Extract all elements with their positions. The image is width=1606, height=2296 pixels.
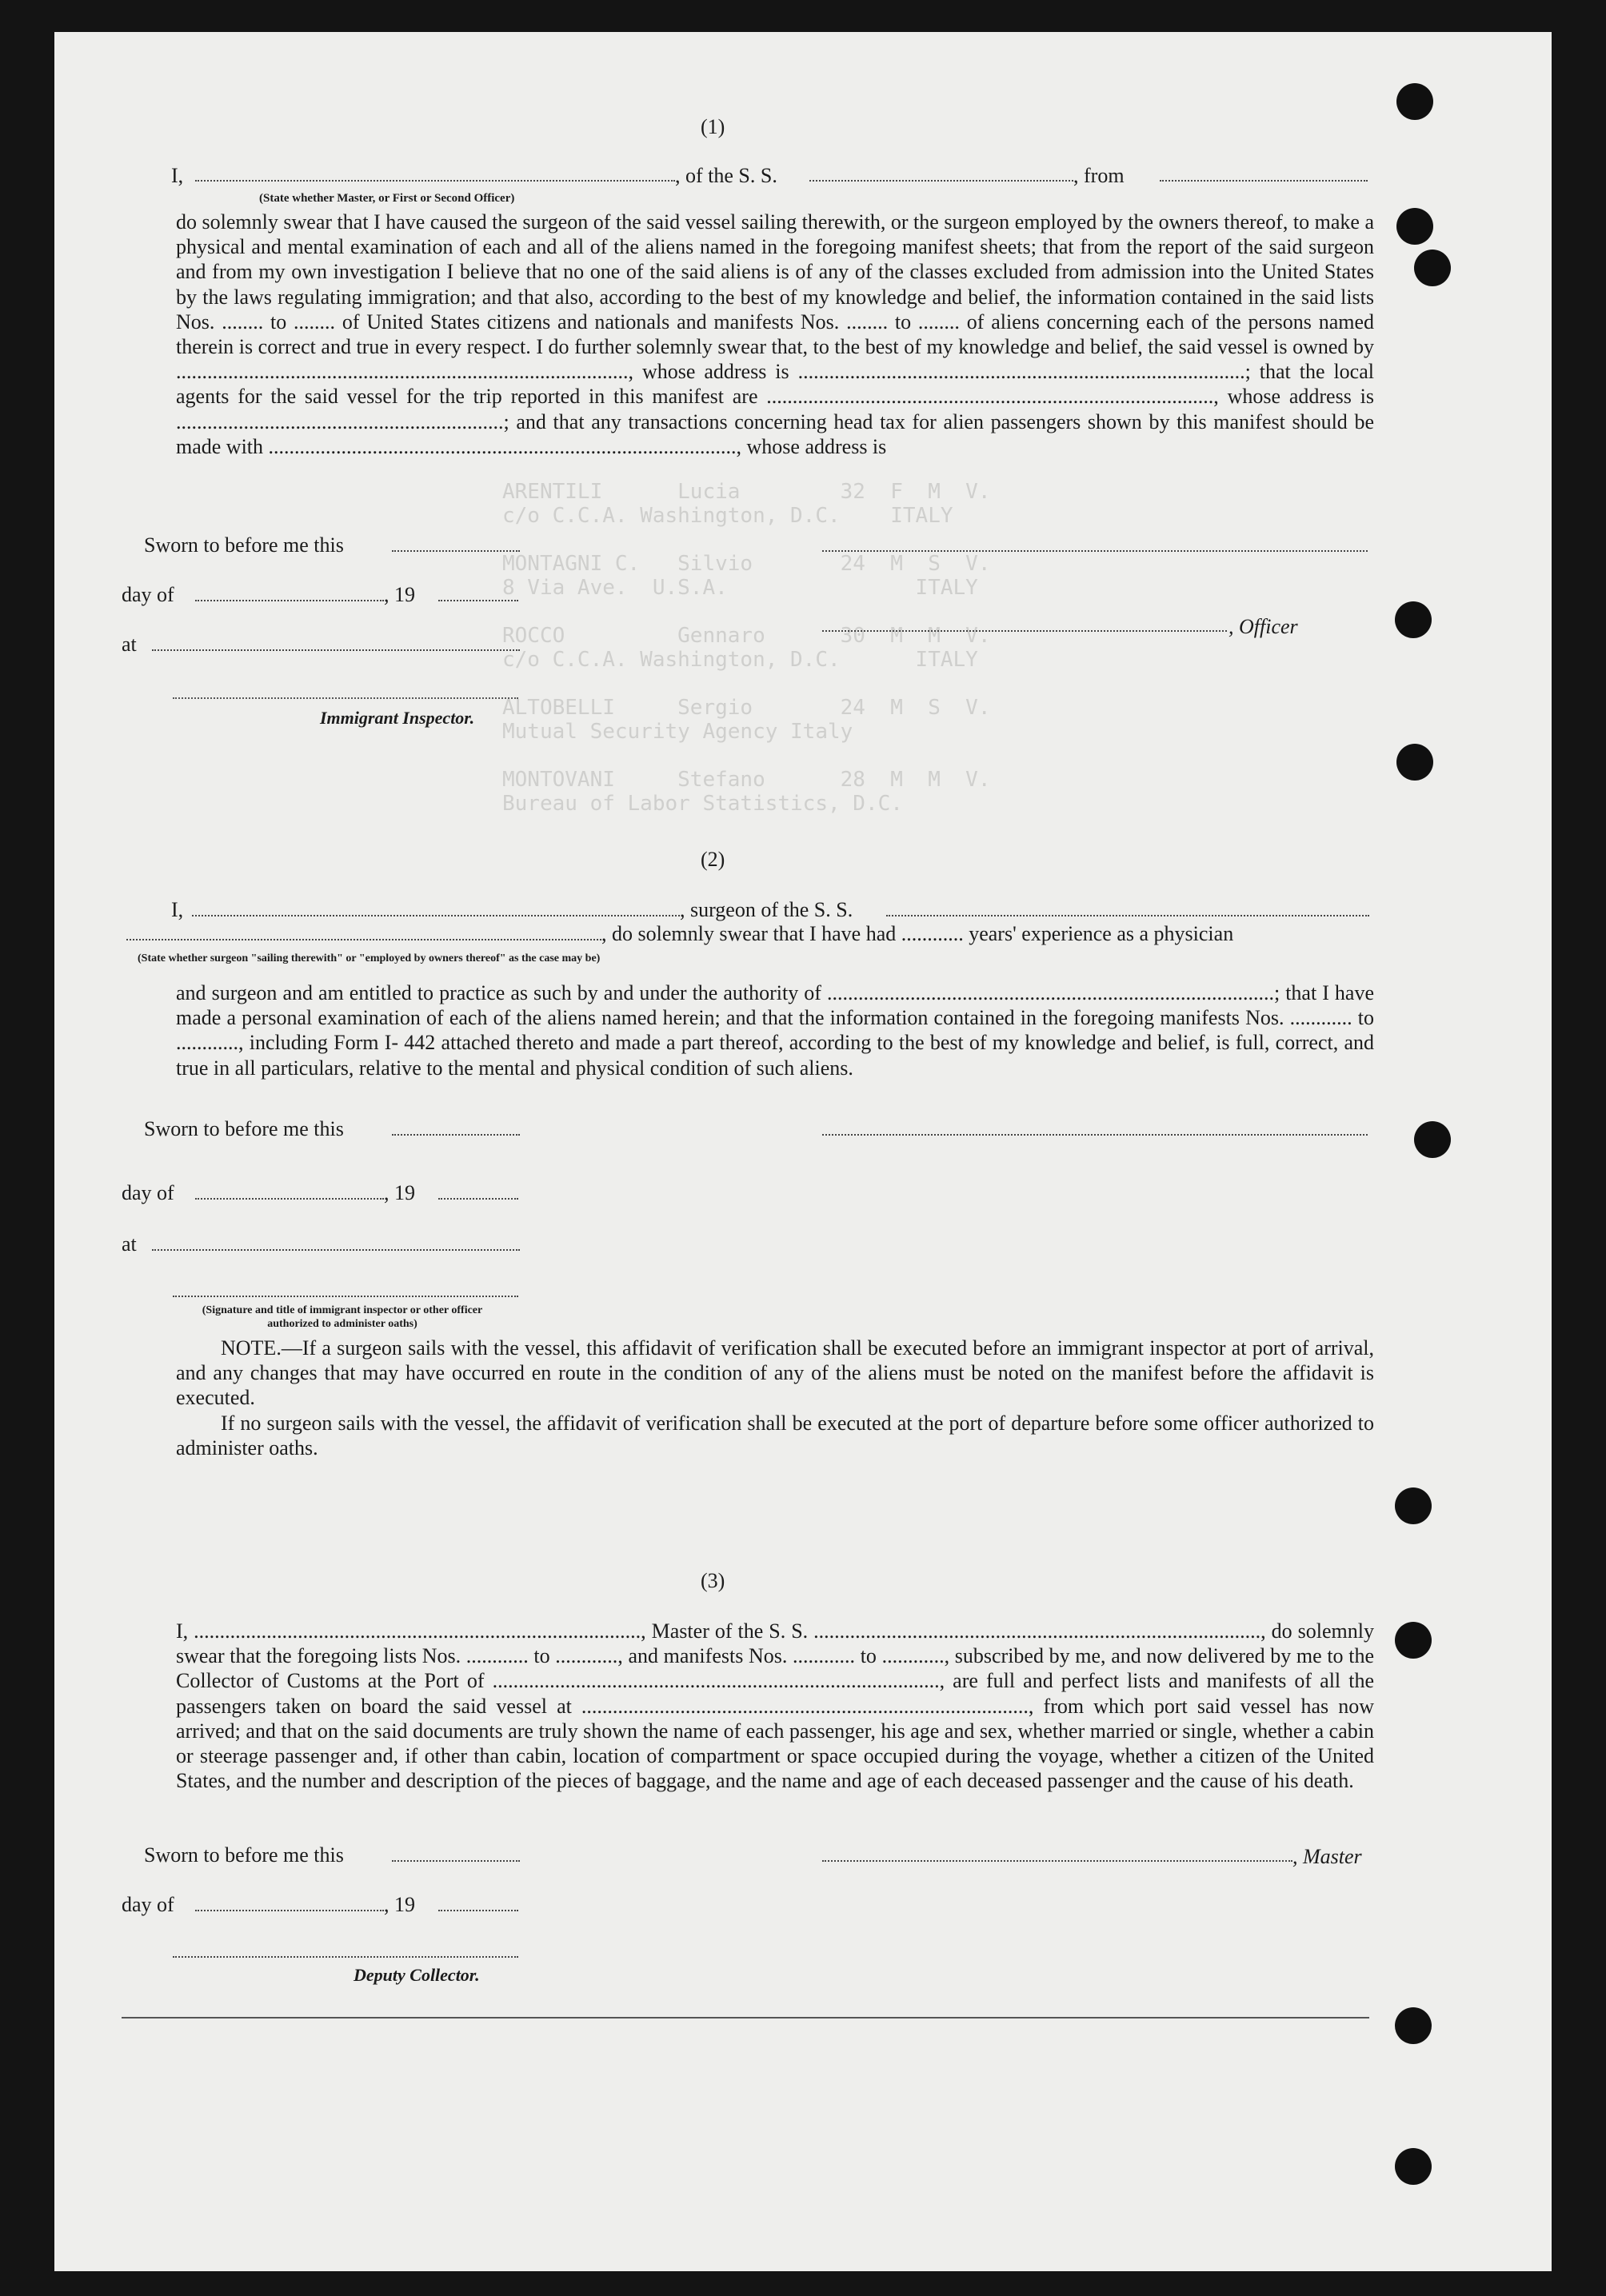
signature-note: (Signature and title of immigrant inspector or other officer authorized to administer oaths) xyxy=(202,1304,483,1330)
year-label-3: , 19 xyxy=(384,1893,415,1916)
section-1-of-ss: , of the S. S. xyxy=(675,164,777,187)
section-2-note: (State whether surgeon "sailing therewith" or "employed by owners thereof" as the case may be) xyxy=(138,952,601,964)
punch-hole xyxy=(1396,744,1433,781)
bleed-through: ARENTILI Lucia 32 F M V. c/o C.C.A. Washington, D.C. ITALY MONTAGNI C. Silvio 24 M S V. 8 Via Ave. U.S.A. ITALY ROCCO Gennaro 30 M M V. c/o C.C.A. Washington, D.C. ITALY ALTOBELLI Sergio 24 M S V. Mutual Security Agency Italy MONTOVANI Stefano 28 M M V. Bureau of Labor Statistics, D.C. xyxy=(502,480,991,816)
day-field-1[interactable] xyxy=(195,600,384,601)
year-label-1: , 19 xyxy=(384,583,415,606)
sworn-label-2: Sworn to before me this xyxy=(144,1117,344,1140)
day-of-label-3: day of xyxy=(122,1893,174,1916)
ship-name-field[interactable] xyxy=(809,180,1073,182)
surgeon-name-field[interactable] xyxy=(192,915,680,916)
note-paragraph-1: NOTE.—If a surgeon sails with the vessel, this affidavit of verification shall be executed before an immigrant inspector at port of arrival, and any changes that may have occurred en route in the condition of any of the aliens must be noted on the manifest before the affidavit is executed. xyxy=(176,1336,1374,1410)
officer-name-field[interactable] xyxy=(195,180,675,182)
section-2-line2: , do solemnly swear that I have had ............ years' experience as a physician xyxy=(601,922,1234,945)
day-field-2[interactable] xyxy=(195,1198,384,1200)
year-field-3[interactable] xyxy=(438,1910,518,1911)
sworn-sign-2[interactable] xyxy=(822,1134,1368,1136)
section-1-from: , from xyxy=(1073,164,1125,187)
section-3-number: (3) xyxy=(701,1569,725,1592)
deputy-sign-field[interactable] xyxy=(173,1956,518,1958)
punch-hole xyxy=(1396,208,1433,245)
day-of-label-2: day of xyxy=(122,1181,174,1204)
section-1-i: I, xyxy=(171,164,184,187)
year-label-2: , 19 xyxy=(384,1181,415,1204)
master-label: , Master xyxy=(1292,1845,1362,1868)
at-field-2[interactable] xyxy=(152,1249,520,1251)
punch-hole xyxy=(1414,1121,1451,1158)
punch-hole xyxy=(1395,2148,1432,2185)
officer-label: , Officer xyxy=(1228,615,1298,638)
punch-hole xyxy=(1395,1622,1432,1659)
at-field-1[interactable] xyxy=(152,649,520,651)
bottom-rule xyxy=(122,2017,1369,2018)
deputy-label: Deputy Collector. xyxy=(354,1965,480,1985)
section-2-body: and surgeon and am entitled to practice as such by and under the authority of ......................................................................................; that I have made a personal examination of each of the aliens named herein; and that the information contained in the foregoing manifests Nos. ............ to ............, including Form I- 442 attached thereto and made a part thereof, according to the best of my knowledge and belief, is full, correct, and true in all particulars, relative to the mental and physical condition of such aliens. xyxy=(176,981,1374,1080)
section-1-body: do solemnly swear that I have caused the surgeon of the said vessel sailing therewith, or the surgeon employed by the owners thereof, to make a physical and mental examination of each and all of the aliens named in the foregoing manifest sheets; that from the report of the said surgeon and from my own investigation I believe that no one of the said aliens is of any of the classes excluded from admission into the United States by the laws regulating immigration; and that also, according to the best of my knowledge and belief, the information contained in the said lists Nos. ........ to ........ of United States citizens and nationals and manifests Nos. ........ to ........ of aliens concerning each of the persons named therein is correct and true in every respect. I do further solemnly swear that, to the best of my knowledge and belief, the said vessel is owned by ......................................................................................., whose address is ......................................................................................; that the local agents for the said vessel for the trip reported in this manifest are ......................................................................................, whose address is ...............................................................; and that any transactions concerning head tax for alien passengers shown by this manifest should be made with .........................................................................................., whose address is xyxy=(176,210,1374,458)
year-field-2[interactable] xyxy=(438,1198,518,1200)
document-page xyxy=(54,32,1552,2271)
inspector-label: Immigrant Inspector. xyxy=(320,708,475,728)
sworn-sign-1[interactable] xyxy=(822,550,1368,552)
sworn-field-1[interactable] xyxy=(392,550,520,552)
sworn-label-3: Sworn to before me this xyxy=(144,1843,344,1867)
punch-hole xyxy=(1396,83,1433,120)
note-paragraph-2: If no surgeon sails with the vessel, the affidavit of verification shall be executed at the port of departure before some officer authorized to administer oaths. xyxy=(176,1412,1374,1460)
punch-hole xyxy=(1395,1487,1432,1524)
officer-sign-field[interactable] xyxy=(822,630,1227,632)
day-field-3[interactable] xyxy=(195,1910,384,1911)
section-2-surgeon-of: , surgeon of the S. S. xyxy=(680,898,853,921)
section-3-body: I, ......................................................................................, Master of the S. S. ......................................................................................, do solemnly swear that the foregoing lists Nos. ............ to ............, and manifests Nos. ............ to ............, subscribed by me, and now delivered by me to the Collector of Customs at the Port of ......................................................................................, are full and perfect lists and manifests of all the passengers taken on board the said vessel at ......................................................................................, from which port said vessel has now arrived; and that on the said documents are truly shown the name of each passenger, his age and sex, whether married or single, whether a cabin or steerage passenger and, if other than cabin, location of compartment or space occupied during the voyage, whether a citizen of the United States, and the number and description of the pieces of baggage, and the name and age of each deceased passenger and the cause of his death. xyxy=(176,1619,1374,1793)
sworn-field-2[interactable] xyxy=(392,1134,520,1136)
inspector-sign-2[interactable] xyxy=(173,1296,518,1297)
punch-hole xyxy=(1395,601,1432,638)
section-2-number: (2) xyxy=(701,848,725,871)
day-of-label-1: day of xyxy=(122,583,174,606)
punch-hole xyxy=(1414,250,1451,286)
inspector-sign-1[interactable] xyxy=(173,697,518,699)
punch-hole xyxy=(1395,2007,1432,2044)
at-label-1: at xyxy=(122,633,137,656)
year-field-1[interactable] xyxy=(438,600,518,601)
master-sign-field[interactable] xyxy=(822,1860,1292,1862)
from-port-field[interactable] xyxy=(1160,180,1368,182)
sworn-field-3[interactable] xyxy=(392,1860,520,1862)
surgeon-type-field[interactable] xyxy=(126,939,601,940)
at-label-2: at xyxy=(122,1232,137,1256)
sworn-label-1: Sworn to before me this xyxy=(144,533,344,557)
section-2-i: I, xyxy=(171,898,184,921)
section-1-note: (State whether Master, or First or Second Officer) xyxy=(259,192,515,205)
surgeon-ship-field[interactable] xyxy=(886,915,1369,916)
section-1-number: (1) xyxy=(701,115,725,138)
